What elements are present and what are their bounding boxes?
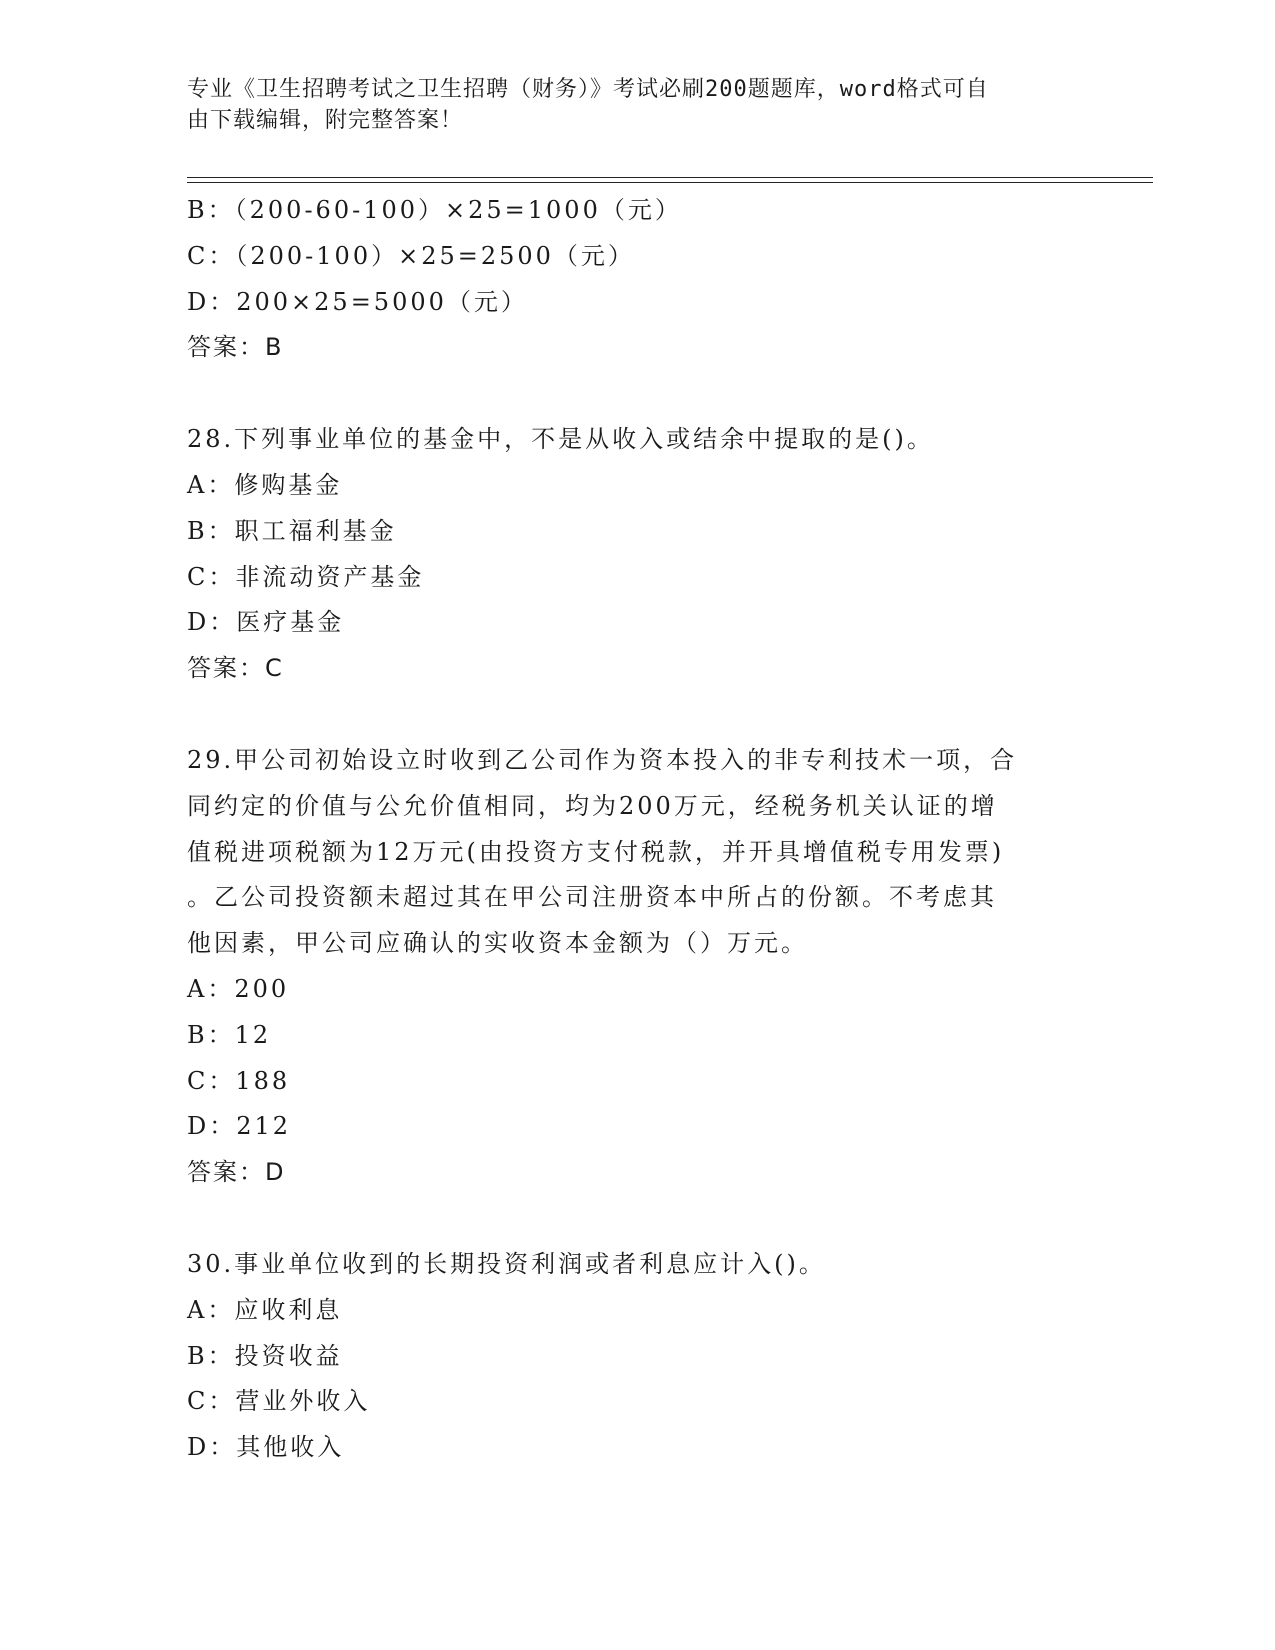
option-b: B：投资收益 (187, 1341, 343, 1370)
question-list (187, 188, 1087, 1471)
spacer (187, 1196, 1087, 1242)
question-text: 28.下列事业单位的基金中，不是从收入或结余中提取的是()。 (187, 425, 934, 454)
answer: 答案：C (187, 654, 284, 683)
question-27-continued (187, 188, 1087, 371)
answer: 答案：B (187, 333, 284, 362)
answer: 答案：D (187, 1158, 286, 1187)
option-b: B：职工福利基金 (187, 516, 397, 545)
option-d: D：其他收入 (187, 1433, 345, 1462)
option-d: D：212 (187, 1112, 292, 1141)
option-a: A：200 (187, 974, 290, 1003)
question-text-line: 他因素，甲公司应确认的实收资本金额为（）万元。 (187, 929, 808, 958)
question-text: 30.事业单位收到的长期投资利润或者利息应计入()。 (187, 1249, 826, 1278)
spacer (187, 692, 1087, 738)
option-a: A：修购基金 (187, 470, 343, 499)
header-line-1: 专业《卫生招聘考试之卫生招聘（财务）》考试必刷200题题库，word格式可自 (187, 77, 989, 102)
option-d: D：200×25=5000（元） (187, 287, 528, 316)
question-text-line: 29.甲公司初始设立时收到乙公司作为资本投入的非专利技术一项，合 (187, 745, 1018, 774)
question-text-line: 同约定的价值与公允价值相同，均为200万元，经税务机关认证的增 (187, 791, 998, 820)
header-line-2: 由下载编辑，附完整答案！ (187, 108, 464, 133)
question-29 (187, 738, 1087, 1196)
spacer (187, 371, 1087, 417)
header-divider-bottom (187, 182, 1153, 183)
option-c: C：非流动资产基金 (187, 562, 425, 591)
option-b: B：12 (187, 1020, 272, 1049)
option-c: C：营业外收入 (187, 1387, 371, 1416)
option-c: C：188 (187, 1066, 291, 1095)
option-d: D：医疗基金 (187, 608, 345, 637)
option-a: A：应收利息 (187, 1295, 343, 1324)
question-text-line: 。乙公司投资额未超过其在甲公司注册资本中所占的份额。不考虑其 (187, 883, 997, 912)
question-28 (187, 417, 1087, 692)
page-header (187, 74, 1067, 136)
question-text-line: 值税进项税额为12万元(由投资方支付税款，并开具增值税专用发票) (187, 837, 1005, 866)
header-divider-top (187, 177, 1153, 178)
question-30 (187, 1242, 1087, 1471)
option-c: C：（200-100）×25=2500（元） (187, 241, 635, 270)
option-b: B：（200-60-100）×25=1000（元） (187, 196, 682, 224)
